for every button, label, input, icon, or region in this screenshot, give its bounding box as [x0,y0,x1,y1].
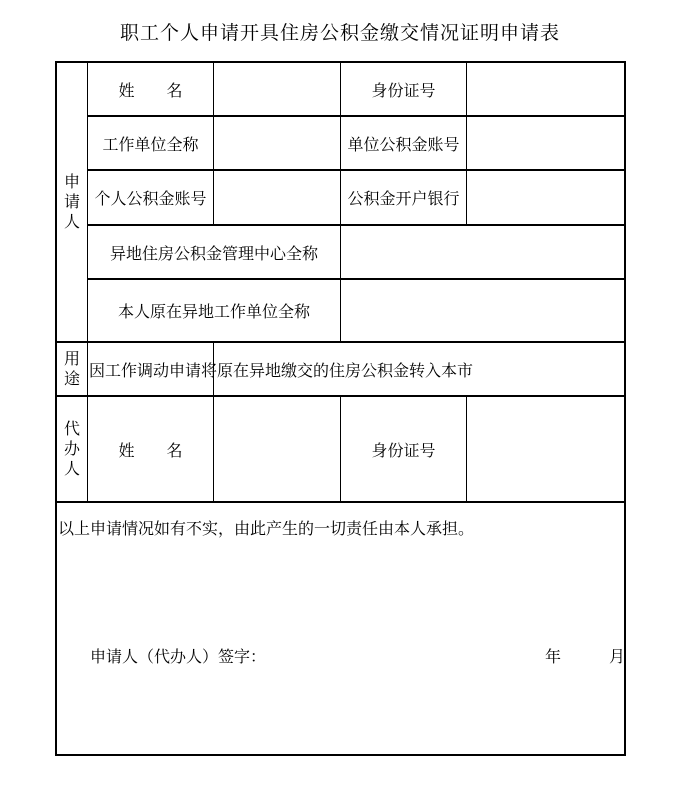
signature-field[interactable] [270,640,530,666]
applicant-label-char: 请 [63,192,80,211]
agent-label-char: 人 [63,459,80,478]
month-label: 月 [609,647,626,666]
applicant-id-label: 身份证号 [371,80,436,100]
agent-label-char: 办 [63,439,80,458]
purpose-label-char: 用 [63,349,80,368]
purpose-section-label [57,343,87,395]
applicant-id-field[interactable] [467,63,624,115]
employer-account-label: 单位公积金账号 [347,134,460,154]
agent-id-field[interactable] [467,397,624,501]
applicant-name-field[interactable] [214,63,340,115]
bank-label: 公积金开户银行 [347,189,460,208]
personal-account-field[interactable] [214,171,340,224]
fund-center-field[interactable] [341,226,624,278]
purpose-label-char: 途 [63,369,80,388]
purpose-text: 因工作调动申请将原在异地缴交的住房公积金转入本市 [89,360,474,380]
personal-account-label: 个人公积金账号 [94,189,207,208]
applicant-section-label [57,63,87,341]
agent-name-label: 姓 名 [118,440,183,460]
applicant-label-char: 人 [63,212,80,231]
agent-name-field[interactable] [214,397,340,501]
year-label: 年 [545,647,562,666]
bank-field[interactable] [467,171,624,224]
fund-center-label: 异地住房公积金管理中心全称 [109,243,318,263]
employer-label: 工作单位全称 [102,134,199,154]
applicant-label-char: 申 [63,172,80,191]
applicant-name-label: 姓 名 [118,80,183,100]
former-employer-field[interactable] [341,280,624,341]
agent-section-label [57,397,87,501]
signature-label: 申请人（代办人）签字： [90,647,267,666]
agent-label-char: 代 [63,419,80,438]
declaration-statement: 以上申请情况如有不实，由此产生的一切责任由本人承担。 [58,519,475,538]
former-employer-label: 本人原在异地工作单位全称 [117,302,310,321]
employer-account-field[interactable] [467,117,624,169]
page-title: 职工个人申请开具住房公积金缴交情况证明申请表 [119,22,560,44]
employer-field[interactable] [214,117,340,169]
agent-id-label: 身份证号 [371,440,436,460]
